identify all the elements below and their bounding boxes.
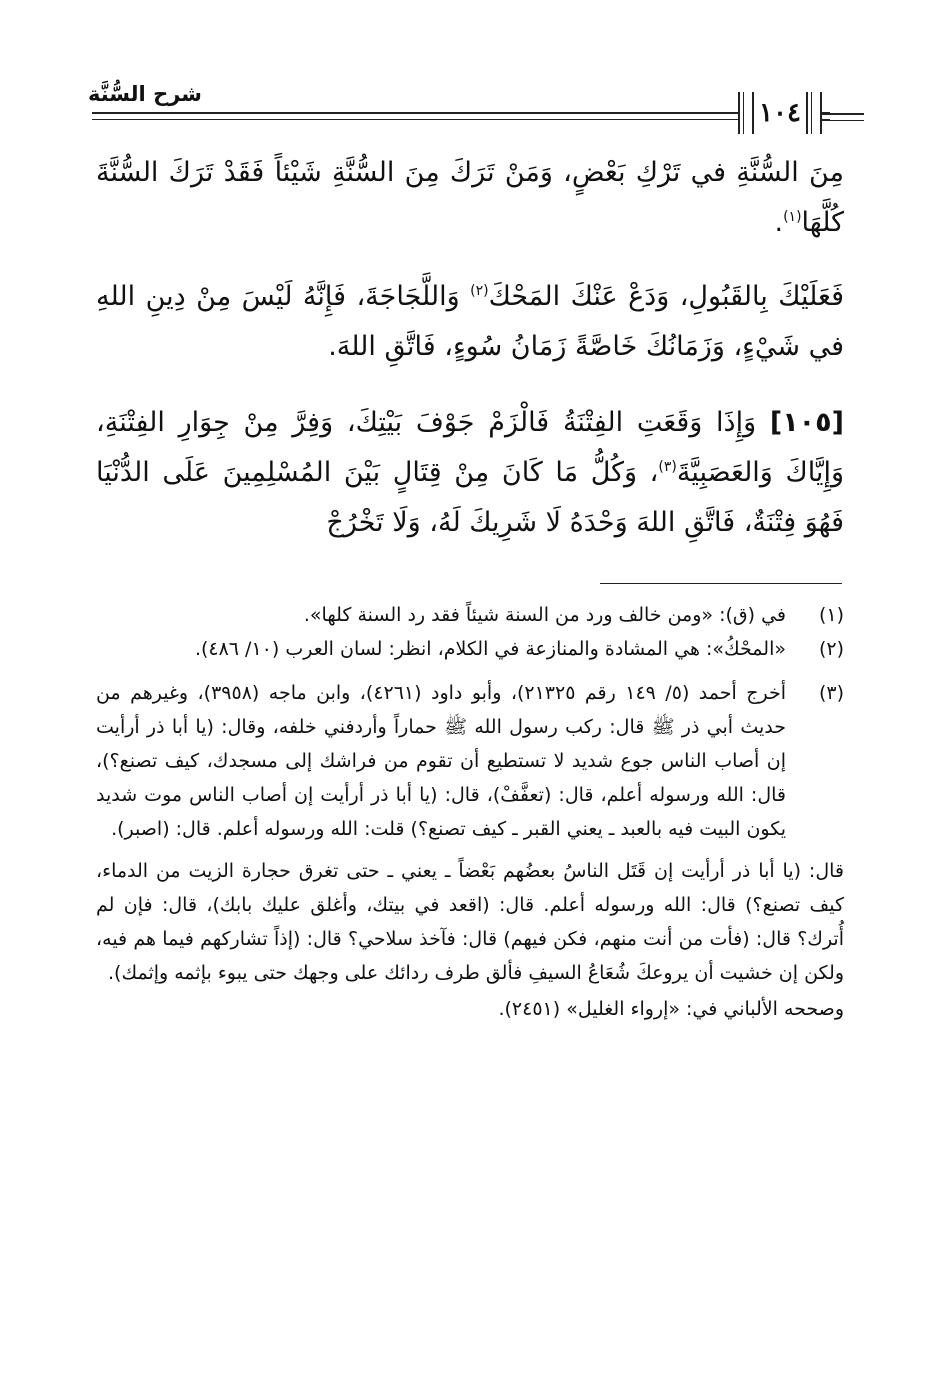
footnote-2 [96,632,844,666]
paragraph-3-text-b: ، وَكُلُّ مَا كَانَ مِنْ قِتَالٍ بَيْنَ المُسْلِمِينَ عَلَى الدُّنْيَا فَهُوَ فِتْنَةٌ، فَاتَّقِ اللهَ وَحْدَهُ لَا شَرِيكَ لَهُ، وَلَا تَخْرُجْ [96,457,844,538]
paragraph-3-text-a: وَإِذَا وَقَعَتِ الفِتْنَةُ فَالْزَمْ جَوْفَ بَيْتِكَ، وَفِرَّ مِنْ جِوَارِ الفِتْنَةِ، وَإِيَّاكَ وَالعَصَبِيَّةَ [96,407,844,488]
page-number-box [738,92,822,134]
header-rule [92,112,830,120]
paragraph-1-text: مِنَ السُّنَّةِ في تَرْكِ بَعْضٍ، وَمَنْ تَرَكَ مِنَ السُّنَّةِ شَيْئاً فَقَدْ تَرَكَ السُّنَّةَ كُلَّهَا [96,157,844,238]
footnote-number: (٣) [818,682,844,704]
footnote-text: أخرج أحمد (٥/ ١٤٩ رقم ٢١٣٢٥)، وأبو داود (٤٢٦١)، وابن ماجه (٣٩٥٨)، وغيرهم من حديث أبي ذر ﷺ قال: ركب رسول الله ﷺ حماراً وأردفني خلفه، وقال: (يا أبا ذر أرأيت إن أصاب الناس جوع شديد لا تستطيع أن تقوم من فراشك إلى مسجدك، كيف تصنع؟)، قال: الله ورسوله أعلم، قال: (تعفَّفْ)، قال: (يا أبا ذر أرأيت إن أصاب الناس موت شديد يكون البيت فيه بالعبد ـ يعني القبر ـ كيف تصنع؟) قلت: الله ورسوله أعلم. قال: (اصبر). [96,682,786,840]
paragraph-2-text-a: فَعَلَيْكَ بِالقَبُولِ، وَدَعْ عَنْكَ المَحْكَ [488,281,844,312]
header-rule-end [822,113,864,121]
footnote-text: «المحْكُ»: هي المشادة والمنازعة في الكلام، انظر: لسان العرب (١٠/ ٤٨٦). [194,638,786,660]
main-paragraph-1 [96,148,844,248]
page-number-frame-left [738,92,754,134]
footnote-text: في (ق): «ومن خالف ورد من السنة شيئاً فقد رد السنة كلها». [303,604,786,626]
running-head-title: شرح السُّنَّة [88,82,202,106]
page-number: ١٠٤ [759,98,801,128]
paragraph-2-text-b: وَاللَّجَاجَةَ، فَإِنَّهُ لَيْسَ مِنْ دِينِ اللهِ في شَيْءٍ، وَزَمَانُكَ خَاصَّةً زَمَانُ سُوءٍ، فَاتَّقِ اللهَ. [96,281,844,362]
page-number-frame-right [806,92,822,134]
footnote-ref-1: (١) [783,209,802,225]
footnotes [96,598,844,1026]
footnote-1 [96,598,844,632]
section-number: [١٠٥] [769,407,844,438]
footnote-number: (٢) [818,638,844,660]
footnote-3-continuation: قال: (يا أبا ذر أرأيت إن قَتَل الناسُ بعضُهم بَعْضاً ـ يعني ـ حتى تغرق حجارة الزيت من الدماء، كيف تصنع؟) قال: الله ورسوله أعلم. قال: (اقعد في بيتك، وأغلق عليك بابك)، قال: فإن لم أُترك؟ قال: (فأت من أنت منهم، فكن فيهم) قال: فآخذ سلاحي؟ قال: (إذاً تشاركهم فيما هم فيه، ولكن إن خشيت أن يروعكَ شُعَاعُ السيفِ فألق طرف ردائك على وجهك حتى يبوء بإثمه وإثمك). [96,860,844,984]
footnote-ref-3: (٣) [658,459,677,475]
footnote-3-tail: وصححه الألباني في: «إرواء الغليل» (٢٤٥١). [498,998,844,1020]
paragraph-1-end: . [774,207,784,238]
main-paragraph-2 [96,272,844,372]
footnote-ref-2: (٢) [470,283,489,299]
footnote-separator [600,583,842,584]
footnote-number: (١) [818,604,844,626]
footnote-3 [96,676,844,846]
main-paragraph-3 [96,398,844,548]
